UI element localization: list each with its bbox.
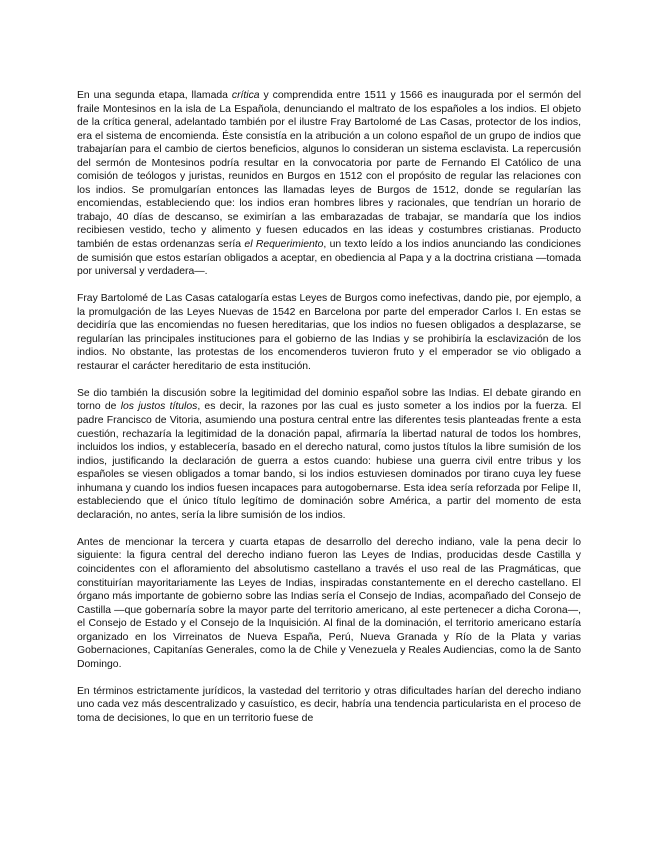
italic-term-requerimiento: el Requerimiento xyxy=(244,239,324,251)
paragraph-4 xyxy=(77,536,581,671)
text-run: y comprendida entre 1511 y 1566 es inaugurada por el sermón del fraile Montesinos en la isla de La Española, denunciando el maltrato de los españoles a los indios. El objeto de la crítica general, adelantado también por el ilustre Fray Bartolomé de Las Casas, protector de los indios, era el sistema de encomienda. Éste consistía en la atribución a un colono español de un grupo de indios que trabajarían para el cambio de ciertos beneficios, algunos lo consideran un sistema esclavista. La repercusión del sermón de Montesinos podría resultar en la convocatoria por parte de Fernando El Católico de una comisión de teólogos y juristas, reunidos en Burgos en 1512 con el propósito de regular las relaciones con los indios. Se promulgarían entonces las llamadas leyes de Burgos de 1512, donde se regularían las encomiendas, estableciendo que: los indios eran hombres libres y racionales, que tendrían un horario de trabajo, 40 días de descanso, se eximirían a las embarazadas de trabajar, se mandaría que los indios recibiesen vestido, techo y alimento y fuesen educados en las ideas y costumbres cristianas. Producto también de estas ordenanzas sería xyxy=(77,90,582,251)
text-run: En términos estrictamente jurídicos, la vastedad del territorio y otras dificultades harían del derecho indiano uno cada vez más descentralizado y casuístico, es decir, habría una tendencia particularista en el proceso de toma de decisiones, lo que en un territorio fuese de xyxy=(77,685,581,724)
text-run: En una segunda etapa, llamada xyxy=(77,90,232,101)
text-run: Se dio también la discusión sobre la legitimidad del dominio español sobre las Indias. El debate girando en torno de xyxy=(77,387,581,413)
text-run: Antes de mencionar la tercera y cuarta etapas de desarrollo del derecho indiano, vale la pena decir lo siguiente: la figura central del derecho indiano fueron las Leyes de Indias, producidas desde Castilla y coincidentes con el afloramiento del absolutismo castellano a través el uso real de las Pragmáticas, que constituirían mayoritariamente las Leyes de Indias, inspiradas constantemente en el derecho castellano. El órgano más importante de gobierno sobre las Indias sería el Consejo de Indias, acompañado del Consejo de Castilla —que gobernaría sobre la mayor parte del territorio americano, al este pertenecer a dicha Corona—, el Consejo de Estado y el Consejo de la Inquisición. Al final de la dominación, el territorio americano estaría organizado en los Virreinatos de Nueva España, Perú, Nueva Granada y Río de la Plata y varias Gobernaciones, Capitanías Generales, como la de Chile y Venezuela y Reales Audiencias, como la de Santo Domingo. xyxy=(77,536,581,670)
text-run: , es decir, la razones por las cual es justo someter a los indios por la fuerza. El padre Francisco de Vitoria, asumiendo una postura central entre las diferentes tesis planteadas frente a esta cuestión, rechazaría la legitimidad de la donación papal, afirmaría la libertad natural de todos los hombres, incluidos los indios, y establecería, basado en el derecho natural, como justos títulos la libre sumisión de los indios, justificando la declaración de guerra a estos cuando: hubiese una guerra civil entre tribus y los españoles se viesen obligados a tomar bando, si los indios estuviesen dominados por tirano cuya ley fuese inhumana y cuando los indios fuesen incapaces para autogobernarse. Esta idea sería reforzada por Felipe II, estableciendo que el único título legítimo de dominación sobre América, a partir del momento de esta declaración, no antes, sería la libre sumisión de los indios. xyxy=(77,401,582,521)
text-run: Fray Bartolomé de Las Casas catalogaría estas Leyes de Burgos como inefectivas, dando pie, por ejemplo, a la promulgación de las Leyes Nuevas de 1542 en Barcelona por parte del emperador Carlos I. En estas se decidiría que las encomiendas no fuesen hereditarias, que los indios no fuesen obligados a desplazarse, se regularían las principales instituciones para el gobierno de las Indias y se prohibiría la esclavización de los indios. No obstante, las protestas de los encomenderos tuvieron fruto y el emperador se vio obligado a restaurar el carácter hereditario de esta institución. xyxy=(77,293,581,372)
paragraph-2 xyxy=(77,292,581,373)
text-run: , un texto leído a los indios anunciando las condiciones de sumisión que estos estarían obligados a aceptar, en obediencia al Papa y a la doctrina cristiana —tomada por universal y verdadera—. xyxy=(77,239,581,278)
italic-term-justos-titulos: los justos títulos xyxy=(120,401,198,413)
document-page xyxy=(77,89,581,739)
paragraph-1 xyxy=(77,89,581,279)
paragraph-5 xyxy=(77,685,581,726)
paragraph-3 xyxy=(77,387,581,522)
italic-term-critica: crítica xyxy=(231,90,260,101)
